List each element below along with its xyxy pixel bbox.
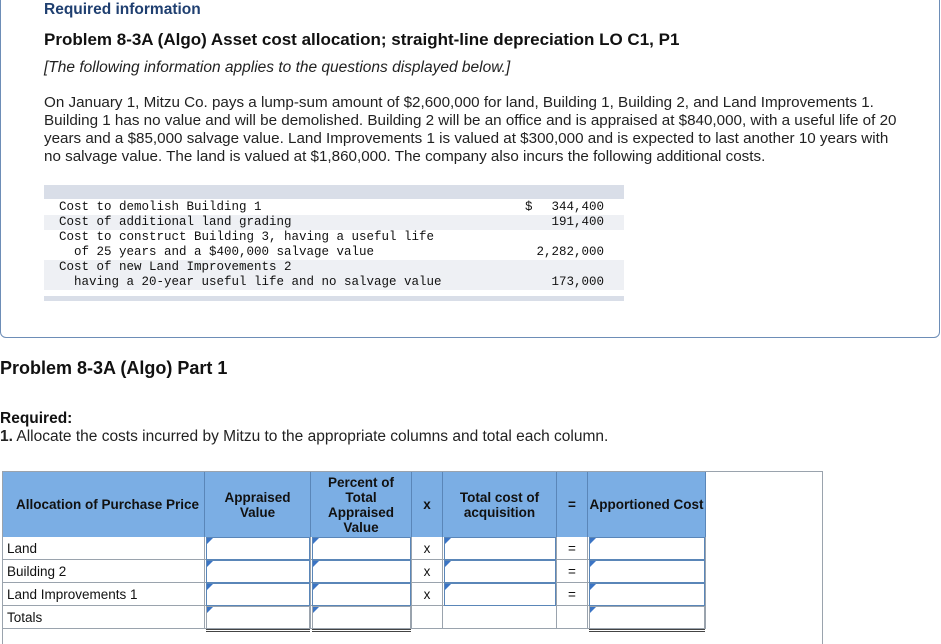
land-total-cost-input[interactable] <box>444 537 556 560</box>
land-improvements-1-total-cost-input[interactable] <box>444 583 556 606</box>
part-title: Problem 8-3A (Algo) Part 1 <box>0 358 228 378</box>
cost-row <box>44 200 624 215</box>
instruction-body: Allocate the costs incurred by Mitzu to the appropriate columns and total each column. <box>12 428 609 445</box>
total-apportioned-input[interactable] <box>589 606 705 629</box>
building-2-total-cost-input[interactable] <box>444 560 556 583</box>
times-symbol: x <box>412 583 443 606</box>
land-percent-input[interactable] <box>312 537 411 560</box>
cell <box>443 606 557 629</box>
land-apportioned-input[interactable] <box>589 537 705 560</box>
additional-costs-table <box>44 185 624 302</box>
double-underline <box>589 629 705 632</box>
land-improvements-1-apportioned-input[interactable] <box>589 583 705 606</box>
cost-row <box>44 260 624 290</box>
cell <box>557 606 588 629</box>
cost-label: Cost to construct Building 3, having a useful life <box>59 230 435 244</box>
equals-symbol: = <box>557 537 588 560</box>
required-info-heading: Required information <box>44 1 201 18</box>
cost-row <box>44 215 624 230</box>
header-total-cost: Total cost of acquisition <box>443 472 557 537</box>
total-appraised-input[interactable] <box>206 606 310 629</box>
cost-value: 173,000 <box>551 275 604 289</box>
header-apportioned-cost: Apportioned Cost <box>588 472 706 537</box>
table-header-bar <box>44 185 624 199</box>
dollar-sign: $ <box>525 200 533 214</box>
info-note: [The following information applies to the questions displayed below.] <box>44 59 511 76</box>
row-label-land-improvements-1: Land Improvements 1 <box>3 583 205 606</box>
row-label-totals: Totals <box>3 606 205 629</box>
header-times: x <box>412 472 443 537</box>
cost-label-continued: of 25 years and a $400,000 salvage value <box>74 245 375 259</box>
double-underline <box>206 629 310 632</box>
header-allocation: Allocation of Purchase Price <box>3 472 205 537</box>
header-percent-total: Percent of Total Appraised Value <box>311 472 412 537</box>
times-symbol: x <box>412 537 443 560</box>
header-equals: = <box>557 472 588 537</box>
double-underline <box>312 629 411 632</box>
land-appraised-input[interactable] <box>206 537 310 560</box>
land-improvements-1-appraised-input[interactable] <box>206 583 310 606</box>
cost-row <box>44 230 624 260</box>
header-appraised-value: Appraised Value <box>205 472 311 537</box>
times-symbol: x <box>412 560 443 583</box>
cost-value: 2,282,000 <box>536 245 604 259</box>
cost-label-continued: having a 20-year useful life and no salvage value <box>74 275 442 289</box>
row-label-land: Land <box>3 537 205 560</box>
cost-value: 191,400 <box>551 215 604 229</box>
cost-label: Cost to demolish Building 1 <box>59 200 262 214</box>
problem-title: Problem 8-3A (Algo) Asset cost allocation; straight-line depreciation LO C1, P1 <box>44 30 680 49</box>
instruction-text <box>0 428 608 446</box>
building-2-percent-input[interactable] <box>312 560 411 583</box>
problem-paragraph: On January 1, Mitzu Co. pays a lump-sum amount of $2,600,000 for land, Building 1, Building 2, and Land Improvements 1. Building 1 has no value and will be demolished. Building 2 will be an office and is appraised at $840,000, with a useful life of 20 years and a $85,000 salvage value. Land Improvements 1 is valued at $300,000 and is expected to last another 10 years with no salvage value. The land is valued at $1,860,000. The company also incurs the following additional costs. <box>44 94 897 165</box>
cost-label: Cost of additional land grading <box>59 215 292 229</box>
equals-symbol: = <box>557 560 588 583</box>
building-2-appraised-input[interactable] <box>206 560 310 583</box>
row-label-building-2: Building 2 <box>3 560 205 583</box>
instruction-number: 1. <box>0 428 13 445</box>
cell <box>412 606 443 629</box>
cost-value: 344,400 <box>551 200 604 214</box>
land-improvements-1-percent-input[interactable] <box>312 583 411 606</box>
total-percent-input[interactable] <box>312 606 411 629</box>
building-2-apportioned-input[interactable] <box>589 560 705 583</box>
equals-symbol: = <box>557 583 588 606</box>
cost-label: Cost of new Land Improvements 2 <box>59 260 292 274</box>
allocation-table <box>2 471 823 644</box>
required-heading: Required: <box>0 410 73 427</box>
table-footer-bar <box>44 296 624 301</box>
